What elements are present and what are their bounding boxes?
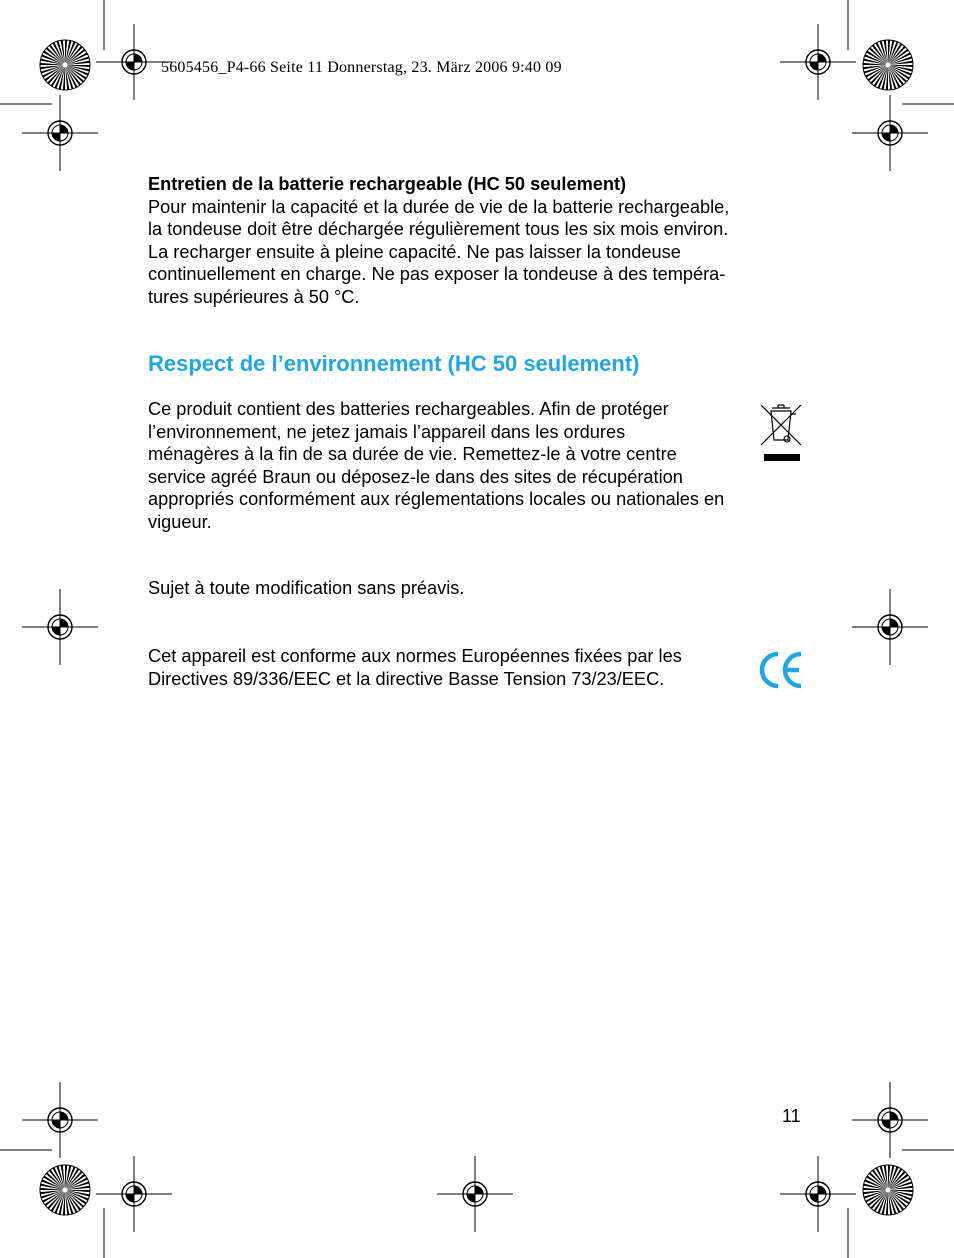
battery-line: la tondeuse doit être déchargée régulièrement tous les six mois environ. xyxy=(148,219,729,239)
environment-line: Ce produit contient des batteries rechargeables. Afin de protéger xyxy=(148,399,669,419)
battery-line: continuellement en charge. Ne pas exposer la tondeuse à des tempéra- xyxy=(148,264,726,284)
battery-section xyxy=(148,173,729,308)
environment-line: service agréé Braun ou déposez-le dans des sites de récupération xyxy=(148,466,683,487)
battery-line: La recharger ensuite à pleine capacité. Ne pas laisser la tondeuse xyxy=(148,241,681,262)
crossed-out-wheelie-bin-icon xyxy=(758,402,804,464)
star-target-icon xyxy=(863,40,913,90)
environment-line: vigueur. xyxy=(148,511,212,532)
environment-line: ménagères à la fin de sa durée de vie. Remettez-le à votre centre xyxy=(148,444,677,464)
environment-heading: Respect de l’environnement (HC 50 seulement) xyxy=(148,351,640,376)
conformity-paragraph xyxy=(148,645,682,690)
page-number: 11 xyxy=(782,1106,801,1126)
print-slug: 5605456_P4-66 Seite 11 Donnerstag, 23. März 2006 9:40 09 xyxy=(161,59,562,76)
star-target-icon xyxy=(40,40,90,90)
battery-heading: Entretien de la batterie rechargeable (HC 50 seulement) xyxy=(148,174,627,194)
star-target-icon xyxy=(40,1165,90,1215)
environment-line: l’environnement, ne jetez jamais l’appareil dans les ordures xyxy=(148,421,626,442)
battery-line: tures supérieures à 50 °C. xyxy=(148,286,360,307)
environment-line: appropriés conformément aux réglementations locales ou nationales en xyxy=(148,489,725,509)
conformity-line: Directives 89/336/EEC et la directive Basse Tension 73/23/EEC. xyxy=(148,668,665,689)
change-notice: Sujet à toute modification sans préavis. xyxy=(148,578,465,598)
environment-paragraph xyxy=(148,398,724,533)
conformity-line: Cet appareil est conforme aux normes Européennes fixées par les xyxy=(148,646,682,666)
ce-mark-icon xyxy=(757,650,805,690)
battery-line: Pour maintenir la capacité et la durée de vie de la batterie rechargeable, xyxy=(148,196,730,217)
star-target-icon xyxy=(863,1165,913,1215)
